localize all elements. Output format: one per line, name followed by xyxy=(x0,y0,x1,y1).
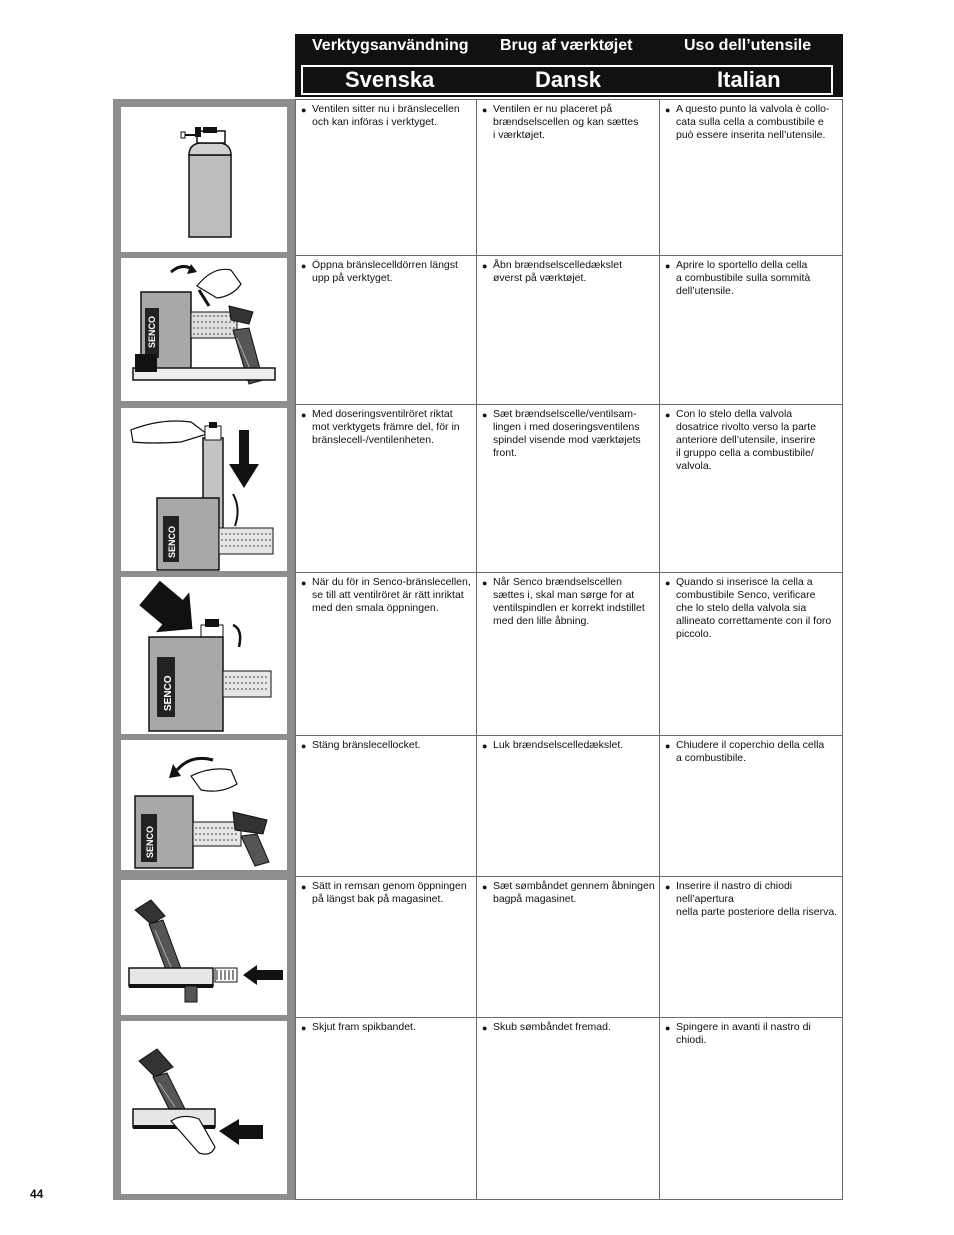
nailer-close-cover-icon xyxy=(121,740,287,870)
nailer-push-strip-icon xyxy=(121,1021,287,1194)
fuel-cell-valve-icon xyxy=(121,107,287,252)
bullet-icon: ● xyxy=(301,741,307,751)
bullet-icon: ● xyxy=(665,1023,671,1033)
subtitle-danish: Brug af værktøjet xyxy=(500,37,633,54)
fuel-cell-valve-illustration xyxy=(121,107,287,252)
bullet-icon: ● xyxy=(301,578,307,588)
subtitle-italian: Uso dell’utensile xyxy=(684,37,812,54)
row6-swedish-cell: ● Sätt in remsan genom öppningen på längst bak på magasinet. xyxy=(295,877,477,1018)
row1-swedish-cell: ● Ventilen sitter nu i bränslecellen och kan införas i verktyget. xyxy=(295,99,477,256)
language-bar xyxy=(301,65,833,95)
bullet-icon: ● xyxy=(665,105,671,115)
subtitle-swedish: Verktygsanvändning xyxy=(312,37,469,54)
instruction-table xyxy=(295,99,843,1200)
bullet-icon: ● xyxy=(665,578,671,588)
bullet-icon: ● xyxy=(665,741,671,751)
language-danish: Dansk xyxy=(535,67,602,92)
row4-swedish-cell: ● När du för in Senco-bränslecellen, se till att ventilröret är rätt inriktat med den smala öppningen. xyxy=(295,573,477,736)
row3-swedish-cell: ● Med doseringsventilröret riktat mot verktygets främre del, för in bränslecell-/ventilenheten. xyxy=(295,405,477,573)
push-nail-strip-forward-illustration xyxy=(121,1021,287,1194)
bullet-icon: ● xyxy=(301,410,307,420)
row5-swedish-cell: ● Stäng bränslecellocket. xyxy=(295,736,477,877)
row2-italian-cell: ● Aprire lo sportello della cella a combustibile sulla sommità dell’utensile. xyxy=(660,256,843,405)
bullet-icon: ● xyxy=(301,882,307,892)
bullet-icon: ● xyxy=(665,410,671,420)
row3-italian-cell: ● Con lo stelo della valvola dosatrice rivolto verso la parte anteriore dell’utensile, inserire il gruppo cella a combustibile/ valvola. xyxy=(660,405,843,573)
insert-nail-strip-illustration xyxy=(121,880,287,1015)
row6-italian-cell: ● Inserire il nastro di chiodi nell’apertura nella parte posteriore della riserva. xyxy=(660,877,843,1018)
row7-swedish-cell: ● Skjut fram spikbandet. xyxy=(295,1018,477,1200)
nailer-open-door-icon xyxy=(121,258,287,401)
bullet-icon: ● xyxy=(301,261,307,271)
row7-danish-cell: ● Skub sømbåndet fremad. xyxy=(477,1018,660,1200)
senco-logo: SENCO xyxy=(163,675,174,711)
bullet-icon: ● xyxy=(482,882,488,892)
language-header xyxy=(295,34,843,97)
bullet-icon: ● xyxy=(482,261,488,271)
bullet-icon: ● xyxy=(482,1023,488,1033)
senco-logo: SENCO xyxy=(147,315,157,348)
row2-swedish-cell: ● Öppna bränslecelldörren längst upp på verktyget. xyxy=(295,256,477,405)
align-valve-stem-illustration xyxy=(121,577,287,734)
open-fuel-cell-door-illustration xyxy=(121,258,287,401)
bullet-icon: ● xyxy=(665,882,671,892)
bullet-icon: ● xyxy=(482,410,488,420)
bullet-icon: ● xyxy=(482,741,488,751)
senco-logo: SENCO xyxy=(145,825,155,858)
row4-danish-cell: ● Når Senco brændselscellen sættes i, skal man sørge for at ventilspindlen er korrekt indstillet med den lille åbning. xyxy=(477,573,660,736)
row5-danish-cell: ● Luk brændselscelledækslet. xyxy=(477,736,660,877)
senco-logo: SENCO xyxy=(167,525,177,558)
row7-italian-cell: ● Spingere in avanti il nastro di chiodi. xyxy=(660,1018,843,1200)
row5-italian-cell: ● Chiudere il coperchio della cella a combustibile. xyxy=(660,736,843,877)
language-italian: Italian xyxy=(717,67,781,92)
insert-fuel-cell-illustration xyxy=(121,408,287,571)
nailer-insert-cell-icon xyxy=(121,408,287,571)
bullet-icon: ● xyxy=(301,105,307,115)
row3-danish-cell: ● Sæt brændselscelle/ventilsam- lingen i med doseringsventilens spindel visende mod værktøjets front. xyxy=(477,405,660,573)
row1-italian-cell: ● A questo punto la valvola è collo- cata sulla cella a combustibile e può essere inserita nell’utensile. xyxy=(660,99,843,256)
close-fuel-cell-cover-illustration xyxy=(121,740,287,870)
row6-danish-cell: ● Sæt sømbåndet gennem åbningen bagpå magasinet. xyxy=(477,877,660,1018)
bullet-icon: ● xyxy=(301,1023,307,1033)
language-swedish: Svenska xyxy=(345,67,435,92)
nailer-align-valve-icon xyxy=(121,577,287,734)
nailer-insert-strip-icon xyxy=(121,880,287,1015)
bullet-icon: ● xyxy=(665,261,671,271)
bullet-icon: ● xyxy=(482,105,488,115)
row4-italian-cell: ● Quando si inserisce la cella a combustibile Senco, verificare che lo stelo della valvola sia allineato correttamente con il foro piccolo. xyxy=(660,573,843,736)
illustration-panel xyxy=(113,99,295,1200)
page-number: 44 xyxy=(30,1187,44,1201)
row1-danish-cell: ● Ventilen er nu placeret på brændselscellen og kan sættes i værktøjet. xyxy=(477,99,660,256)
bullet-icon: ● xyxy=(482,578,488,588)
row2-danish-cell: ● Åbn brændselscelledækslet øverst på værktøjet. xyxy=(477,256,660,405)
